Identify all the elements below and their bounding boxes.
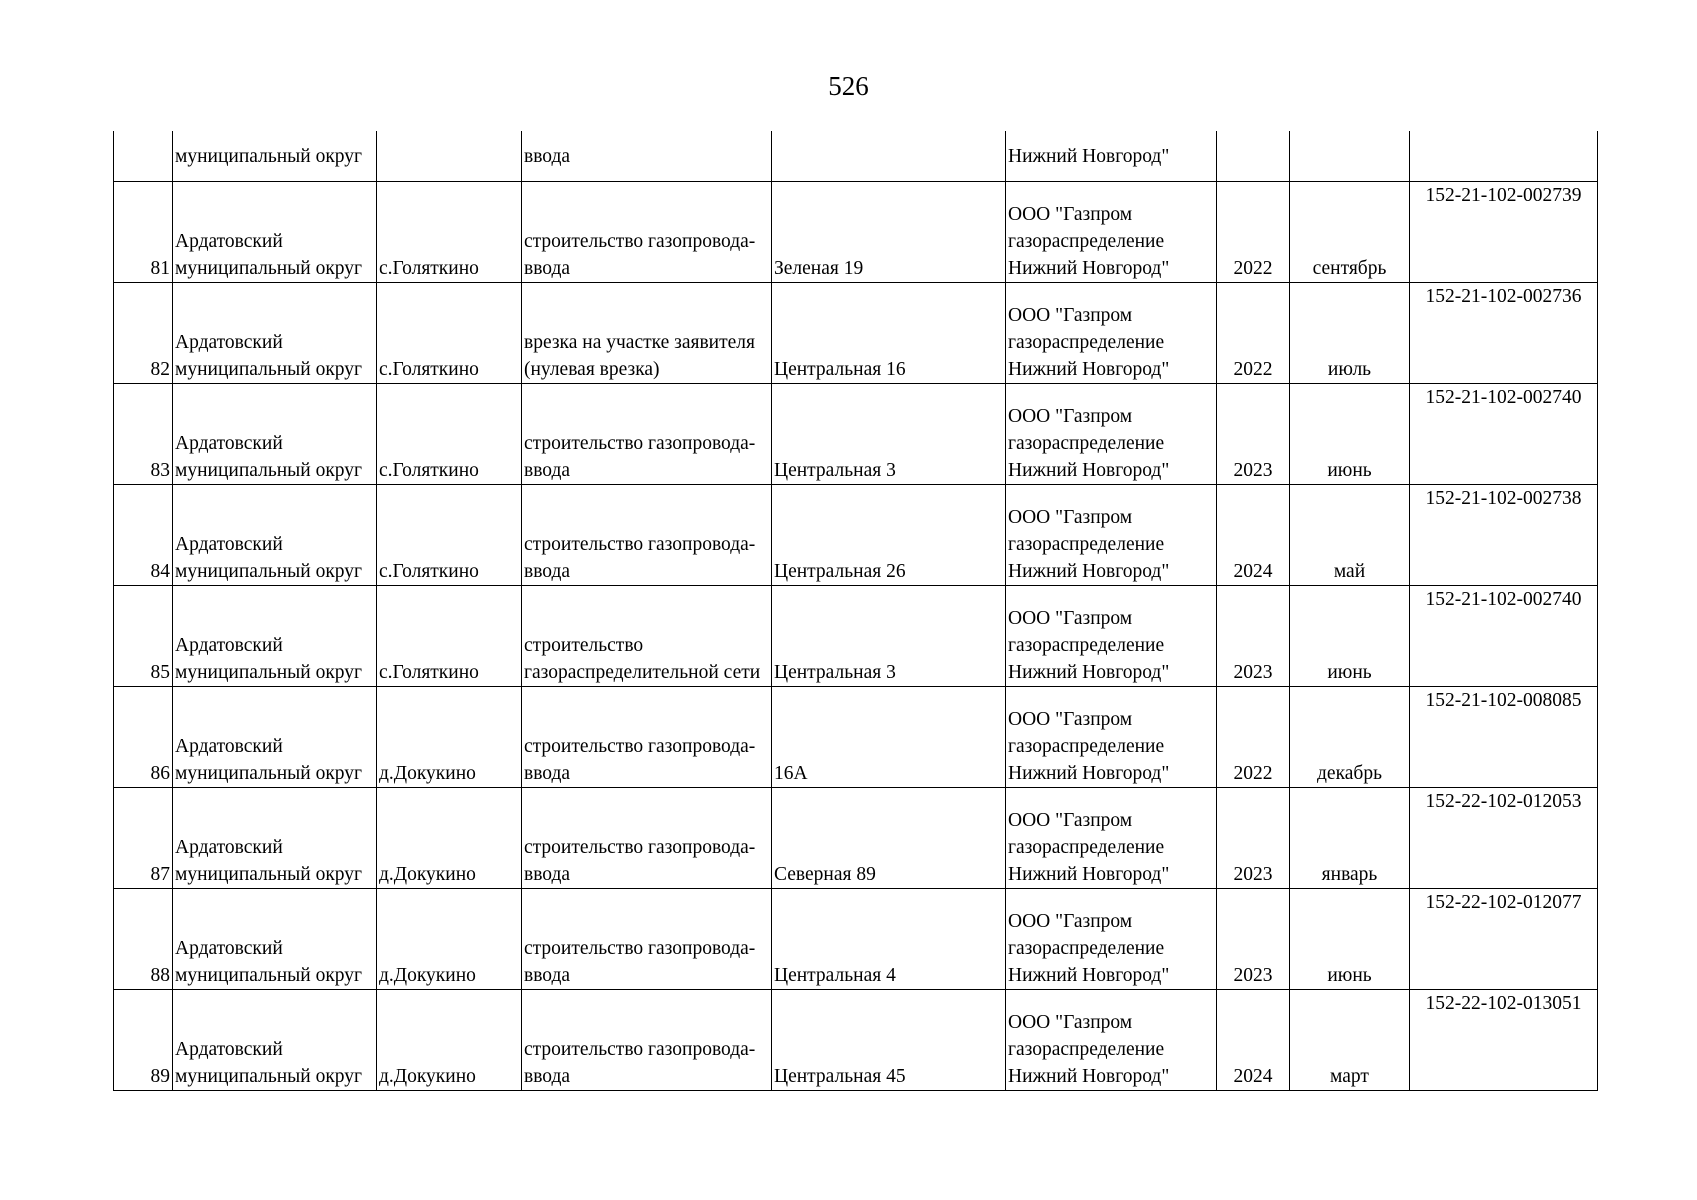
cell-text-district1: Ардатовский [175, 837, 283, 858]
cell-number [114, 182, 173, 283]
cell-text-org1: ООО "Газпром [1008, 204, 1133, 225]
cell-address [772, 283, 1006, 384]
cell-settlement [377, 131, 522, 182]
table-row [114, 384, 1598, 485]
cell-text-work1: врезка на участке заявителя [524, 332, 755, 353]
cell-year [1217, 384, 1290, 485]
cell-text-org3: Нижний Новгород" [1008, 763, 1170, 784]
cell-text-work2: ввода [524, 864, 571, 885]
cell-number [114, 586, 173, 687]
cell-text-year: 2024 [1233, 1066, 1273, 1087]
cell-text-org3: Нижний Новгород" [1008, 1066, 1170, 1087]
cell-address [772, 687, 1006, 788]
cell-work-type: ввода [522, 131, 772, 182]
cell-organization [1006, 384, 1217, 485]
cell-text-n: 81 [150, 258, 170, 279]
cell-text-address: Северная 89 [774, 864, 876, 885]
cell-text-org3: Нижний Новгород" [1008, 258, 1170, 279]
cell-work-type [522, 586, 772, 687]
cell-code [1410, 687, 1598, 788]
cell-text-work1: строительство газопровода- [524, 231, 756, 252]
cell-text-address: Центральная 16 [774, 359, 906, 380]
cell-text-year: 2023 [1233, 864, 1273, 885]
cell-text-org3: Нижний Новгород" [1008, 561, 1170, 582]
cell-organization [1006, 586, 1217, 687]
cell-text-org3: Нижний Новгород" [1008, 864, 1170, 885]
cell-text-month: сентябрь [1312, 258, 1387, 279]
cell-text-org2: газораспределение [1008, 837, 1165, 858]
cell-organization [1006, 889, 1217, 990]
cell-text-work1: строительство газопровода- [524, 837, 756, 858]
cell-text-org3: Нижний Новгород" [1008, 359, 1170, 380]
cell-text-year: 2024 [1233, 561, 1273, 582]
cell-text-code: 152-21-102-002738 [1425, 488, 1582, 509]
cell-address [772, 485, 1006, 586]
cell-text-org2: газораспределение [1008, 938, 1165, 959]
cell-organization [1006, 182, 1217, 283]
table-row [114, 182, 1598, 283]
cell-number [114, 283, 173, 384]
cell-text-district1: Ардатовский [175, 332, 283, 353]
cell-code [1410, 283, 1598, 384]
cell-work-type [522, 889, 772, 990]
cell-organization: Нижний Новгород" [1006, 131, 1217, 182]
cell-month [1290, 990, 1410, 1091]
cell-address [772, 182, 1006, 283]
cell-text-address: Центральная 26 [774, 561, 906, 582]
cell-text-settlement: д.Докукино [379, 1066, 476, 1087]
cell-text-work1: строительство газопровода- [524, 1039, 756, 1060]
table-row [114, 889, 1598, 990]
cell-district [173, 283, 377, 384]
cell-organization [1006, 990, 1217, 1091]
cell-text-work2: ввода [524, 763, 571, 784]
cell-text-month: июнь [1327, 965, 1372, 986]
cell-address [772, 131, 1006, 182]
cell-settlement [377, 586, 522, 687]
table-body [114, 131, 1598, 1091]
cell-text-district2: муниципальный округ [175, 258, 363, 279]
cell-settlement [377, 687, 522, 788]
cell-text-org1: ООО "Газпром [1008, 507, 1133, 528]
cell-organization [1006, 283, 1217, 384]
cell-district [173, 485, 377, 586]
cell-text-district2: муниципальный округ [175, 864, 363, 885]
cell-year [1217, 889, 1290, 990]
cell-text-org2: газораспределение [1008, 635, 1165, 656]
cell-year [1217, 788, 1290, 889]
cell-text-n: 84 [150, 561, 170, 582]
cell-month [1290, 485, 1410, 586]
cell-text-address: 16А [774, 763, 808, 784]
cell-year [1217, 586, 1290, 687]
cell-text-n: 82 [150, 359, 170, 380]
cell-text-work1: строительство газопровода- [524, 736, 756, 757]
cell-year [1217, 687, 1290, 788]
cell-text-org1: ООО "Газпром [1008, 810, 1133, 831]
register-table [113, 131, 1598, 1091]
cell-settlement [377, 283, 522, 384]
cell-text-n: 86 [150, 763, 170, 784]
cell-text-district2: муниципальный округ [175, 763, 363, 784]
cell-text-settlement: с.Голяткино [379, 359, 479, 380]
cell-text-work1: строительство газопровода- [524, 938, 756, 959]
cell-text-work2: (нулевая врезка) [524, 359, 660, 380]
cell-text-org3: Нижний Новгород" [1008, 662, 1170, 683]
cell-work-type [522, 283, 772, 384]
cell-text-month: декабрь [1317, 763, 1382, 784]
cell-month [1290, 283, 1410, 384]
cell-address [772, 788, 1006, 889]
cell-text-month: май [1333, 561, 1366, 582]
cell-text-org2: газораспределение [1008, 231, 1165, 252]
cell-year [1217, 182, 1290, 283]
cell-month [1290, 788, 1410, 889]
cell-text-year: 2022 [1233, 763, 1273, 784]
cell-work-type [522, 990, 772, 1091]
cell-number [114, 131, 173, 182]
cell-district [173, 889, 377, 990]
cell-text-settlement: с.Голяткино [379, 258, 479, 279]
cell-text-org1: ООО "Газпром [1008, 1012, 1133, 1033]
cell-number [114, 687, 173, 788]
cell-text-district1: Ардатовский [175, 433, 283, 454]
table-row [114, 990, 1598, 1091]
cell-code [1410, 889, 1598, 990]
cell-text-year: 2023 [1233, 662, 1273, 683]
cell-code [1410, 182, 1598, 283]
cell-text-org1: ООО "Газпром [1008, 406, 1133, 427]
continuation-row [114, 131, 1598, 182]
cell-text-month: июнь [1327, 460, 1372, 481]
cell-month [1290, 586, 1410, 687]
cell-year [1217, 485, 1290, 586]
cell-text-district2: муниципальный округ [175, 359, 363, 380]
cell-text-org3: Нижний Новгород" [1008, 965, 1170, 986]
cell-text-code: 152-22-102-012053 [1425, 791, 1582, 812]
cell-work-type [522, 687, 772, 788]
cell-text-work2: ввода [524, 561, 571, 582]
cell-text-month: июнь [1327, 662, 1372, 683]
cell-number [114, 485, 173, 586]
cell-code [1410, 384, 1598, 485]
cell-text-year: 2022 [1233, 359, 1273, 380]
cell-text-settlement: д.Докукино [379, 965, 476, 986]
cell-text-district1: Ардатовский [175, 231, 283, 252]
cell-address [772, 889, 1006, 990]
cell-text-month: январь [1321, 864, 1378, 885]
cell-number [114, 889, 173, 990]
cell-text-code: 152-22-102-013051 [1425, 993, 1582, 1014]
cell-text-district1: Ардатовский [175, 1039, 283, 1060]
cell-number [114, 384, 173, 485]
cell-code [1410, 990, 1598, 1091]
cell-text-org3: Нижний Новгород" [1008, 460, 1170, 481]
cell-text-settlement: д.Докукино [379, 864, 476, 885]
cell-district [173, 990, 377, 1091]
table-row [114, 485, 1598, 586]
cell-number [114, 788, 173, 889]
cell-text-work2: ввода [524, 460, 571, 481]
cell-text-code: 152-21-102-008085 [1425, 690, 1582, 711]
page-number: 526 [828, 71, 869, 101]
cell-district [173, 182, 377, 283]
cell-text-month: март [1330, 1066, 1369, 1087]
cell-text-org2: газораспределение [1008, 332, 1165, 353]
cell-text-code: 152-21-102-002740 [1425, 589, 1582, 610]
cell-text-district1: Ардатовский [175, 635, 283, 656]
table-row [114, 788, 1598, 889]
cell-text-work2: ввода [524, 965, 571, 986]
cell-text-org1: ООО "Газпром [1008, 305, 1133, 326]
cell-work-type [522, 485, 772, 586]
cell-text-org1: ООО "Газпром [1008, 911, 1133, 932]
cell-text-settlement: с.Голяткино [379, 460, 479, 481]
cell-code [1410, 131, 1598, 182]
cell-text-n: 85 [150, 662, 170, 683]
cell-code [1410, 788, 1598, 889]
cell-settlement [377, 384, 522, 485]
cell-address [772, 586, 1006, 687]
cell-year [1217, 131, 1290, 182]
cell-settlement [377, 182, 522, 283]
cell-text-year: 2023 [1233, 965, 1273, 986]
cell-text-district1: Ардатовский [175, 938, 283, 959]
cell-text-n: 87 [150, 864, 170, 885]
cell-text-org2: газораспределение [1008, 1039, 1165, 1060]
cell-text-work1: строительство [524, 635, 644, 656]
cell-text-n: 83 [150, 460, 170, 481]
table-row [114, 687, 1598, 788]
cell-text-settlement: с.Голяткино [379, 662, 479, 683]
cell-text-month: июль [1327, 359, 1372, 380]
cell-text-code: 152-21-102-002736 [1425, 286, 1582, 307]
cell-address [772, 384, 1006, 485]
cell-text-code: 152-21-102-002739 [1425, 185, 1582, 206]
cell-settlement [377, 788, 522, 889]
cell-district: муниципальный округ [173, 131, 377, 182]
cell-code [1410, 586, 1598, 687]
cell-text-address: Центральная 45 [774, 1066, 906, 1087]
cell-month [1290, 131, 1410, 182]
cell-address [772, 990, 1006, 1091]
cell-text-year: 2022 [1233, 258, 1273, 279]
cell-text-address: Центральная 3 [774, 460, 896, 481]
cell-text-n: 88 [150, 965, 170, 986]
cell-text-district1: Ардатовский [175, 534, 283, 555]
cell-district [173, 687, 377, 788]
cell-text-n: 89 [150, 1066, 170, 1087]
cell-text-code: 152-21-102-002740 [1425, 387, 1582, 408]
cell-text-org1: ООО "Газпром [1008, 709, 1133, 730]
cell-district [173, 788, 377, 889]
cell-district [173, 384, 377, 485]
cell-text-settlement: с.Голяткино [379, 561, 479, 582]
cell-text-year: 2023 [1233, 460, 1273, 481]
cell-work-type [522, 384, 772, 485]
cell-organization [1006, 788, 1217, 889]
cell-text-org2: газораспределение [1008, 433, 1165, 454]
cell-settlement [377, 485, 522, 586]
cell-text-work1: строительство газопровода- [524, 433, 756, 454]
cell-text-district2: муниципальный округ [175, 561, 363, 582]
cell-text-district2: муниципальный округ [175, 965, 363, 986]
table-row [114, 586, 1598, 687]
table-row [114, 283, 1598, 384]
cell-text-district2: муниципальный округ [175, 662, 363, 683]
cell-work-type [522, 788, 772, 889]
cell-district [173, 586, 377, 687]
cell-text-work2: ввода [524, 1066, 571, 1087]
cell-text-org2: газораспределение [1008, 736, 1165, 757]
cell-work-type [522, 182, 772, 283]
cell-month [1290, 182, 1410, 283]
cell-month [1290, 384, 1410, 485]
cell-text-district1: Ардатовский [175, 736, 283, 757]
cell-text-work2: ввода [524, 258, 571, 279]
cell-year [1217, 990, 1290, 1091]
cell-code [1410, 485, 1598, 586]
cell-text-code: 152-22-102-012077 [1425, 892, 1582, 913]
cell-settlement [377, 990, 522, 1091]
cell-text-address: Центральная 4 [774, 965, 896, 986]
cell-number [114, 990, 173, 1091]
cell-text-address: Зеленая 19 [774, 258, 864, 279]
cell-text-settlement: д.Докукино [379, 763, 476, 784]
cell-text-district2: муниципальный округ [175, 1066, 363, 1087]
cell-text-work2: газораспределительной сети [524, 662, 761, 683]
cell-organization [1006, 687, 1217, 788]
cell-settlement [377, 889, 522, 990]
cell-text-address: Центральная 3 [774, 662, 896, 683]
cell-organization [1006, 485, 1217, 586]
cell-text-district2: муниципальный округ [175, 460, 363, 481]
cell-month [1290, 889, 1410, 990]
cell-month [1290, 687, 1410, 788]
cell-text-org1: ООО "Газпром [1008, 608, 1133, 629]
cell-text-org2: газораспределение [1008, 534, 1165, 555]
cell-text-work1: строительство газопровода- [524, 534, 756, 555]
cell-year [1217, 283, 1290, 384]
